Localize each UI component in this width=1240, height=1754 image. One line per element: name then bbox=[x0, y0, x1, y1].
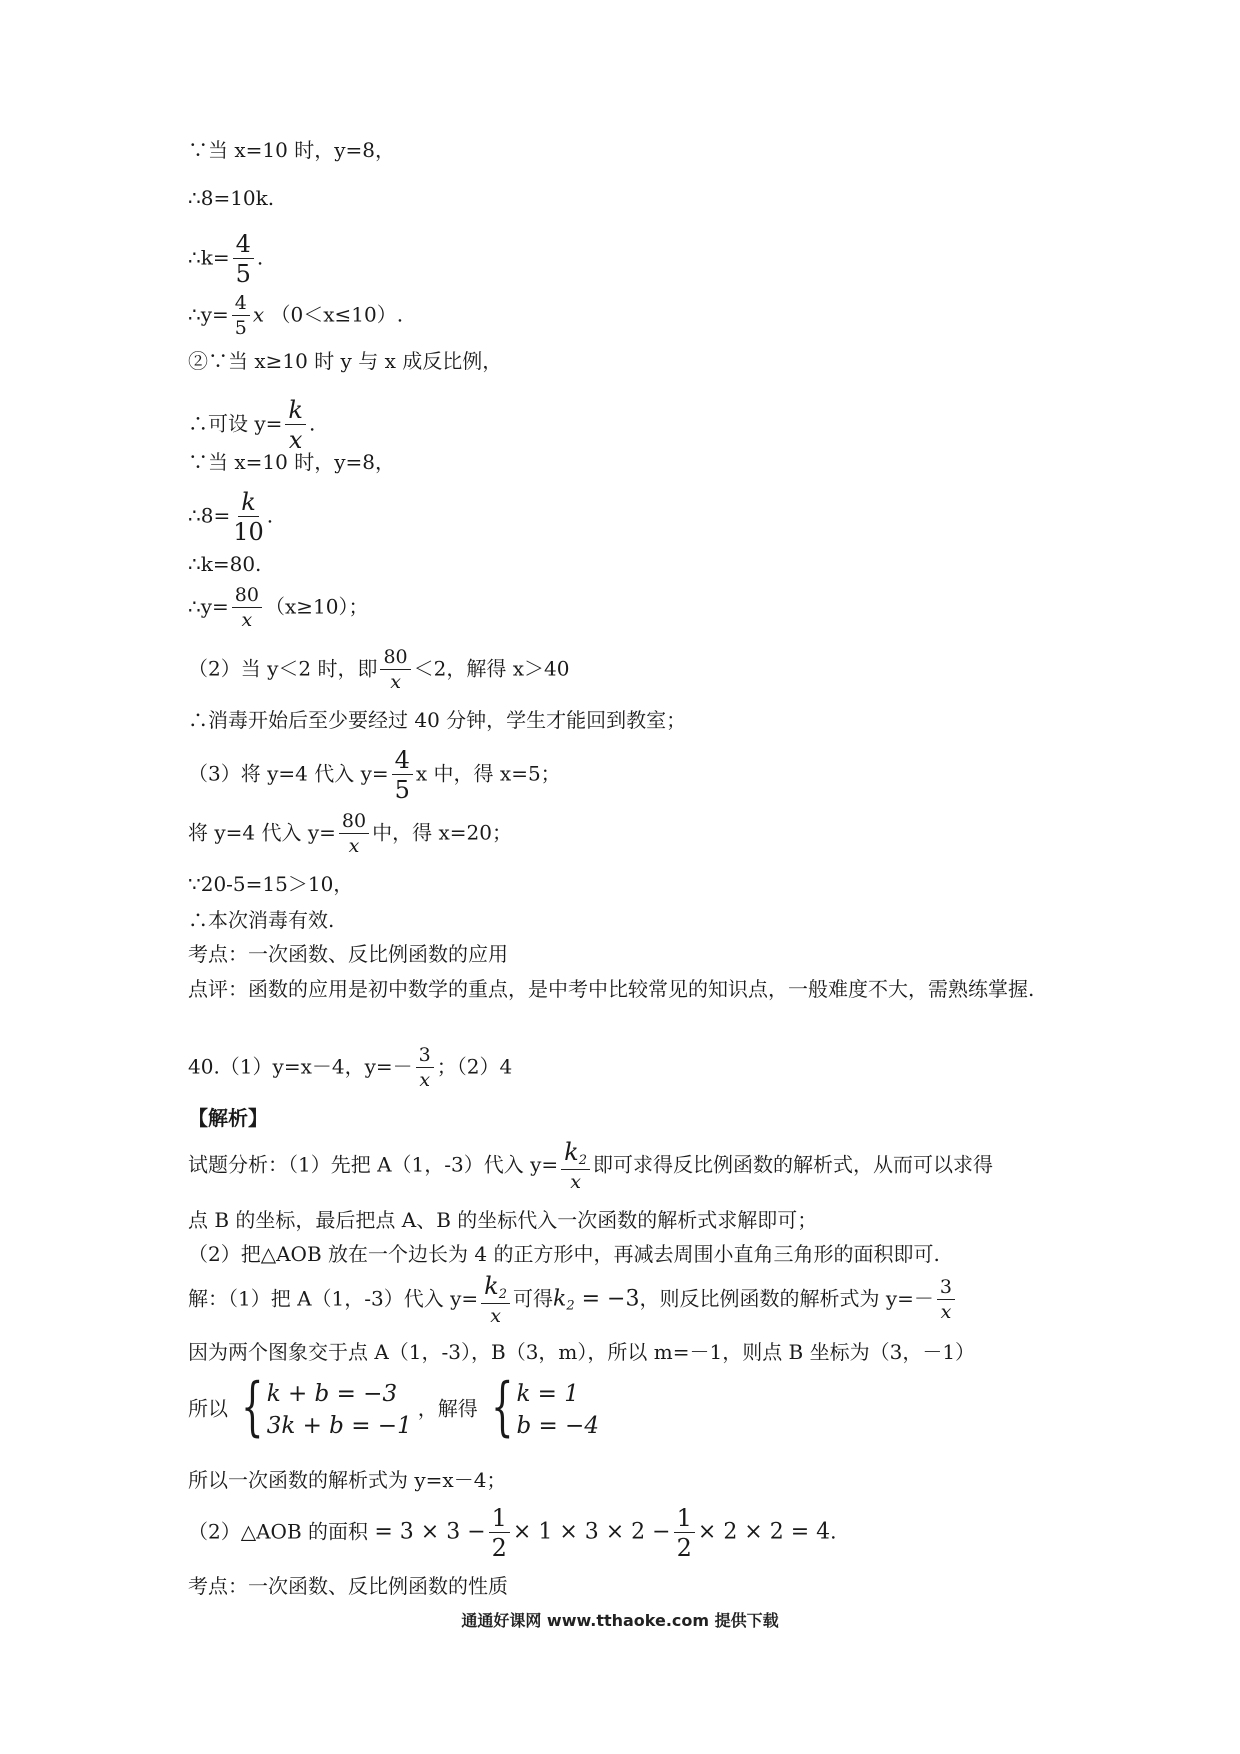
denominator: x bbox=[241, 609, 253, 631]
symbol: k bbox=[564, 1138, 579, 1166]
solution-system bbox=[482, 1370, 599, 1444]
numerator: 4 bbox=[233, 232, 254, 259]
text: （2）△AOB 的面积 bbox=[188, 1519, 368, 1544]
equation-system-line bbox=[188, 1370, 1090, 1444]
denominator: x bbox=[570, 1171, 581, 1193]
text-line: （2）把△AOB 放在一个边长为 4 的正方形中，再减去周围小直角三角形的面积即可. bbox=[188, 1242, 940, 1266]
text: ∴k= bbox=[188, 245, 230, 270]
fraction bbox=[416, 1046, 434, 1090]
text-line: 考点：一次函数、反比例函数的性质 bbox=[188, 1574, 508, 1598]
text: 所以 bbox=[188, 1396, 228, 1421]
equation-line bbox=[188, 398, 1090, 452]
equation-line bbox=[188, 294, 1090, 338]
text: = 3 × 3 − bbox=[374, 1519, 486, 1545]
fraction bbox=[674, 1506, 695, 1560]
equation-line bbox=[188, 1140, 1090, 1192]
denominator: x bbox=[390, 671, 401, 693]
text: . bbox=[256, 245, 264, 270]
brace: { bbox=[490, 1370, 514, 1444]
numerator bbox=[481, 1274, 510, 1304]
equation-line bbox=[188, 812, 1090, 856]
numerator: k bbox=[285, 398, 306, 425]
denominator: 2 bbox=[676, 1534, 692, 1562]
fraction bbox=[489, 1506, 510, 1560]
text: ∴可设 y= bbox=[188, 411, 283, 436]
equation-line bbox=[188, 232, 1090, 286]
text-line: ∵当 x=10 时，y=8， bbox=[188, 450, 395, 474]
text: ∴y= bbox=[188, 594, 229, 619]
variable: x bbox=[252, 302, 265, 327]
equation-line bbox=[188, 490, 1090, 544]
equation: k = 1 bbox=[516, 1381, 579, 1407]
text: ；（2）4 bbox=[436, 1054, 513, 1079]
section-heading: 【解析】 bbox=[188, 1106, 268, 1130]
numerator: 1 bbox=[674, 1506, 695, 1533]
numerator: 80 bbox=[339, 812, 369, 834]
symbol: k bbox=[552, 1286, 567, 1312]
text-line: ∵20-5=15＞10， bbox=[188, 872, 354, 896]
text: ，解得 bbox=[417, 1396, 478, 1421]
text: 40.（1）y=x－4，y=－ bbox=[188, 1054, 413, 1079]
fraction bbox=[339, 812, 369, 856]
denominator: x bbox=[288, 426, 303, 454]
text-line: ∴消毒开始后至少要经过 40 分钟，学生才能回到教室； bbox=[188, 708, 687, 732]
text-line: ∵当 x=10 时，y=8， bbox=[188, 138, 395, 162]
subscript: 2 bbox=[578, 1153, 587, 1168]
text: （2）当 y＜2 时，即 bbox=[188, 656, 378, 681]
numerator: 3 bbox=[937, 1278, 955, 1300]
equation: 3k + b = −1 bbox=[266, 1413, 412, 1439]
numerator: 80 bbox=[380, 648, 410, 670]
text-line: ∴k=80. bbox=[188, 552, 262, 576]
text-line: 因为两个图象交于点 A（1，-3），B（3，m），所以 m=－1，则点 B 坐标为（3，－1） bbox=[188, 1340, 976, 1364]
text: （x≥10）； bbox=[264, 594, 369, 619]
fraction bbox=[232, 294, 250, 338]
text: 中，得 x=20； bbox=[372, 820, 512, 845]
text-line: 考点：一次函数、反比例函数的应用 bbox=[188, 942, 508, 966]
text: . bbox=[266, 503, 274, 528]
numerator: k bbox=[238, 490, 259, 517]
fraction bbox=[233, 490, 264, 544]
fraction bbox=[380, 648, 410, 692]
text-line: ∴本次消毒有效. bbox=[188, 908, 335, 932]
brace: { bbox=[241, 1370, 264, 1444]
equation: k + b = −3 bbox=[266, 1381, 398, 1407]
fraction bbox=[937, 1278, 955, 1322]
text: = −3 bbox=[574, 1286, 640, 1312]
page-footer: 通通好课网 www.tthaoke.com 提供下载 bbox=[461, 1611, 779, 1630]
text: . bbox=[308, 411, 316, 436]
paragraph: 点评：函数的应用是初中数学的重点，是中考中比较常见的知识点，一般难度不大，需熟练掌握. bbox=[188, 977, 1035, 1001]
text: 解：（1）把 A（1，-3）代入 y= bbox=[188, 1286, 479, 1311]
numerator: 4 bbox=[392, 748, 413, 775]
text: ，则反比例函数的解析式为 y=－ bbox=[639, 1286, 934, 1311]
text: 即可求得反比例函数的解析式，从而可以求得 bbox=[592, 1152, 993, 1177]
text: ＜2，解得 x＞40 bbox=[413, 656, 570, 681]
equation-line bbox=[188, 648, 1090, 692]
fraction bbox=[481, 1274, 510, 1326]
text-line: 所以一次函数的解析式为 y=x－4； bbox=[188, 1468, 507, 1492]
equation-line bbox=[188, 586, 1090, 630]
denominator: 10 bbox=[233, 518, 264, 546]
denominator: 5 bbox=[394, 776, 410, 804]
numerator: 1 bbox=[489, 1506, 510, 1533]
fraction bbox=[285, 398, 306, 452]
text: × 1 × 3 × 2 − bbox=[512, 1519, 671, 1545]
subscript: 2 bbox=[498, 1287, 507, 1302]
answer-line bbox=[188, 1046, 1090, 1090]
equation: b = −4 bbox=[516, 1413, 599, 1439]
denominator: x bbox=[419, 1069, 431, 1091]
fraction bbox=[392, 748, 413, 802]
numerator: 80 bbox=[232, 586, 262, 608]
text: × 2 × 2 = 4 bbox=[697, 1519, 831, 1545]
equation-line bbox=[188, 1274, 1090, 1326]
equation-line bbox=[188, 1506, 1090, 1560]
denominator: x bbox=[490, 1305, 501, 1327]
text: 将 y=4 代入 y= bbox=[188, 820, 336, 845]
text: （0＜x≤10）. bbox=[270, 302, 404, 327]
text: ∴8= bbox=[188, 503, 231, 528]
symbol: k bbox=[484, 1272, 499, 1300]
text: . bbox=[830, 1519, 837, 1544]
equation-system bbox=[232, 1370, 412, 1444]
numerator: 4 bbox=[232, 294, 250, 316]
numerator: 3 bbox=[416, 1046, 434, 1068]
text: 试题分析：（1）先把 A（1，-3）代入 y= bbox=[188, 1152, 559, 1177]
text: 可得 bbox=[512, 1286, 553, 1311]
fraction bbox=[561, 1140, 590, 1192]
text-line: ∴8=10k. bbox=[188, 186, 275, 210]
equation-line bbox=[188, 748, 1090, 802]
text: （3）将 y=4 代入 y= bbox=[188, 761, 389, 786]
text-line: 点 B 的坐标，最后把点 A、B 的坐标代入一次函数的解析式求解即可； bbox=[188, 1208, 818, 1232]
subscript: 2 bbox=[566, 1298, 575, 1314]
numerator bbox=[561, 1140, 590, 1170]
denominator: x bbox=[940, 1301, 952, 1323]
fraction bbox=[233, 232, 254, 286]
text-line: ②∵当 x≥10 时 y 与 x 成反比例， bbox=[188, 349, 503, 373]
denominator: x bbox=[348, 835, 360, 857]
fraction bbox=[232, 586, 262, 630]
text: x 中，得 x=5； bbox=[415, 761, 561, 786]
text: ∴y= bbox=[188, 302, 229, 327]
denominator: 2 bbox=[491, 1534, 507, 1562]
denominator: 5 bbox=[234, 317, 247, 339]
denominator: 5 bbox=[235, 260, 251, 288]
